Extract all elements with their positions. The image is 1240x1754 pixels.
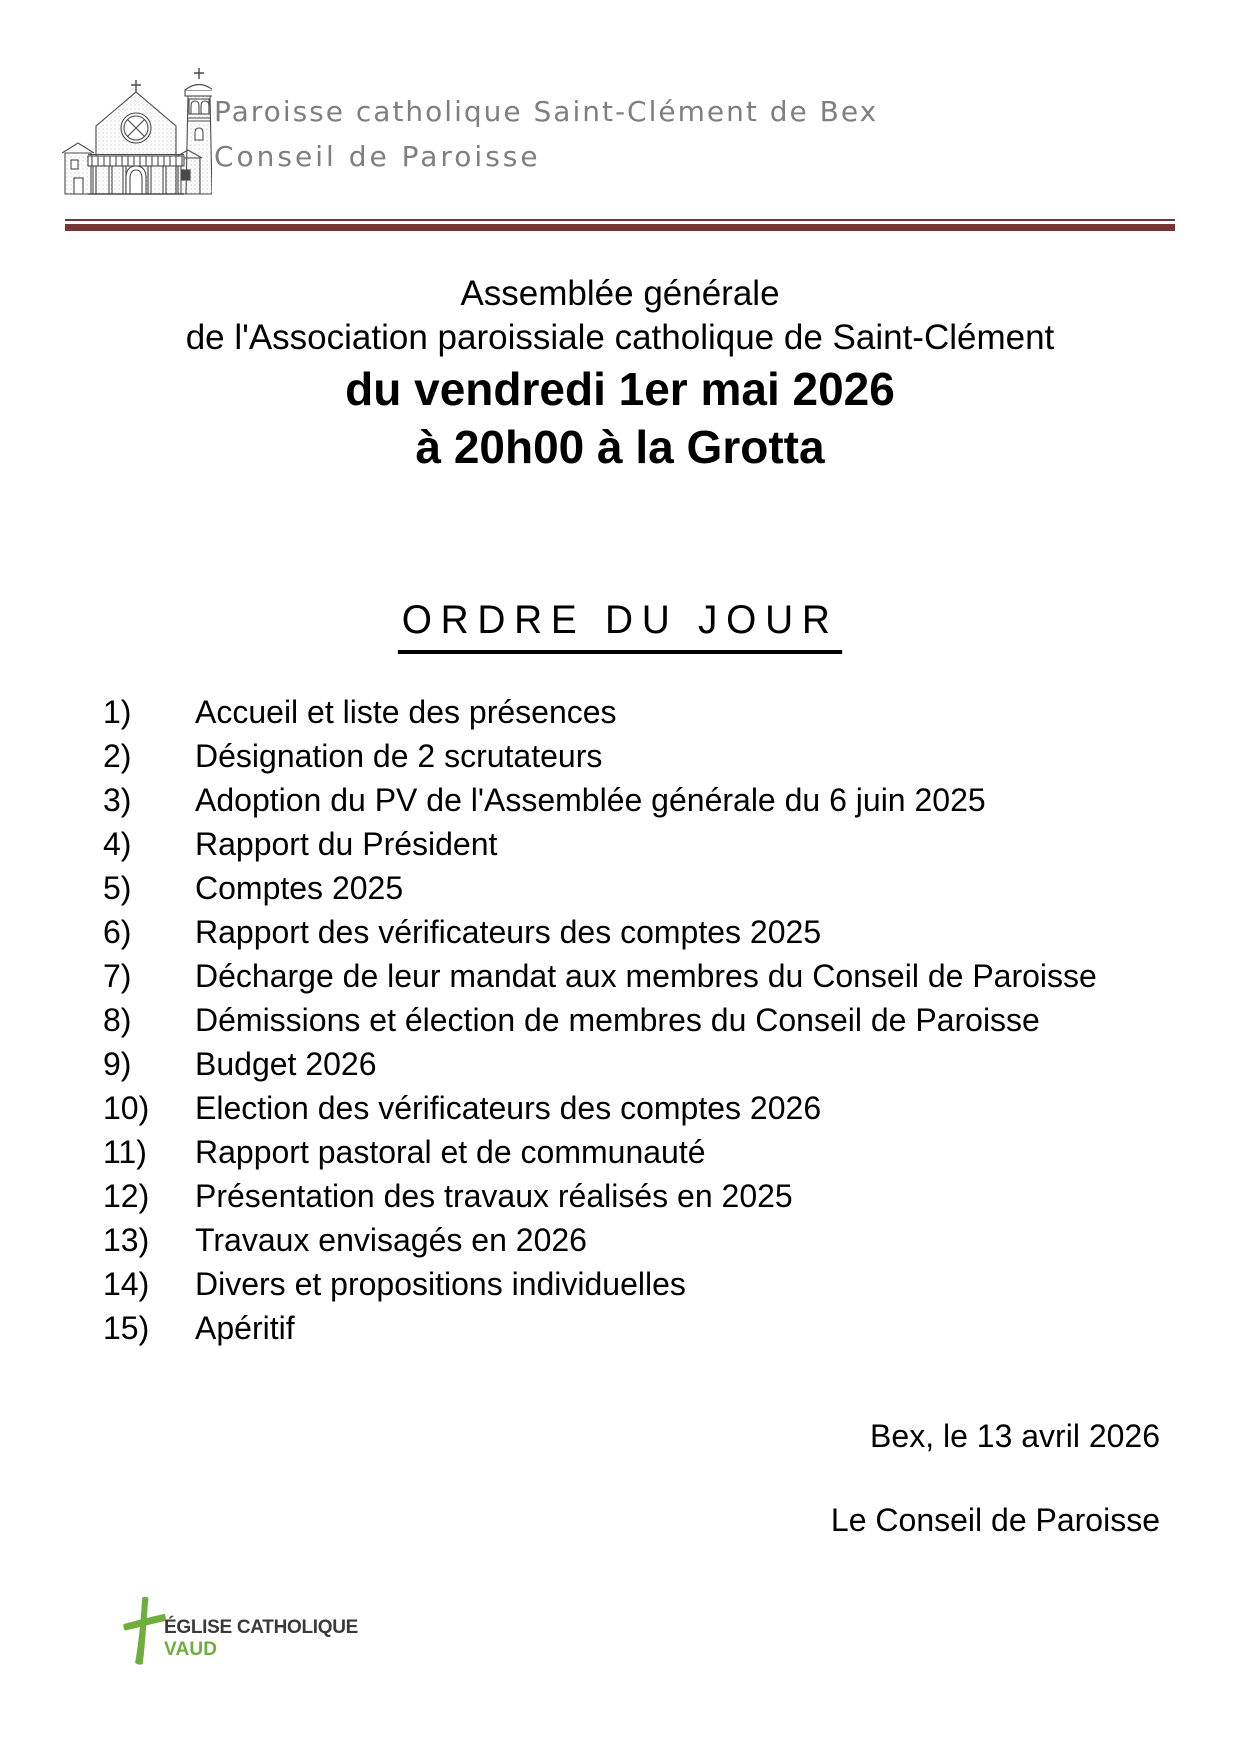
agenda-item: [103, 690, 1183, 734]
agenda-item: [103, 1218, 1183, 1262]
agenda-item-number: 4): [103, 826, 132, 862]
agenda-item-text: Apéritif: [195, 1310, 295, 1346]
agenda-item-number: 10): [103, 1090, 150, 1126]
title-block: [0, 272, 1240, 476]
agenda-item: [103, 1042, 1183, 1086]
agenda-item-number: 5): [103, 870, 132, 906]
agenda-item-number: 13): [103, 1222, 150, 1258]
agenda-item-number: 8): [103, 1002, 132, 1038]
title-time-place-line: à 20h00 à la Grotta: [415, 421, 825, 473]
ecv-logo-line2: VAUD: [164, 1639, 218, 1660]
organization-name-block: [214, 95, 879, 173]
agenda-item: [103, 954, 1183, 998]
agenda-item-text: Adoption du PV de l'Assemblée générale du 6 juin 2025: [195, 782, 986, 818]
church-sketch-icon: [62, 56, 212, 201]
ecv-logo: [120, 1592, 358, 1672]
agenda-item: [103, 734, 1183, 778]
divider-rule: [65, 219, 1175, 231]
agenda-item-number: 9): [103, 1046, 132, 1082]
agenda-item-number: 11): [103, 1134, 147, 1170]
agenda-item: [103, 1306, 1183, 1350]
agenda-item-text: Travaux envisagés en 2026: [195, 1222, 587, 1258]
signature: Le Conseil de Paroisse: [830, 1502, 1160, 1538]
agenda-item: [103, 910, 1183, 954]
ecv-logo-text: [164, 1592, 358, 1659]
agenda-item: [103, 1174, 1183, 1218]
agenda-item-text: Rapport pastoral et de communauté: [195, 1134, 706, 1170]
agenda-item-text: Désignation de 2 scrutateurs: [195, 738, 603, 774]
agenda-item-text: Rapport des vérificateurs des comptes 2025: [195, 914, 822, 950]
agenda-item-text: Rapport du Président: [195, 826, 498, 862]
agenda-item: [103, 866, 1183, 910]
agenda-item: [103, 822, 1183, 866]
agenda-item-text: Election des vérificateurs des comptes 2026: [195, 1090, 822, 1126]
title-date-line: du vendredi 1er mai 2026: [345, 363, 895, 415]
agenda-list: [103, 690, 1183, 1350]
green-brush-cross-icon: [120, 1592, 168, 1672]
place-date: Bex, le 13 avril 2026: [870, 1418, 1160, 1454]
organization-subtitle: Conseil de Paroisse: [214, 140, 541, 173]
agenda-item: [103, 1086, 1183, 1130]
agenda-item-number: 7): [103, 958, 132, 994]
agenda-item-text: Démissions et élection de membres du Conseil de Paroisse: [195, 1002, 1040, 1038]
agenda-item-number: 15): [103, 1310, 150, 1346]
agenda-heading-text: ORDRE DU JOUR: [398, 598, 843, 654]
organization-name: Paroisse catholique Saint-Clément de Bex: [214, 95, 879, 128]
ecv-logo-line1: ÉGLISE CATHOLIQUE: [164, 1617, 359, 1638]
agenda-item-number: 2): [103, 738, 132, 774]
agenda-item-number: 3): [103, 782, 132, 818]
agenda-item-text: Décharge de leur mandat aux membres du Conseil de Paroisse: [195, 958, 1097, 994]
agenda-item: [103, 998, 1183, 1042]
agenda-item-number: 6): [103, 914, 132, 950]
agenda-item: [103, 1130, 1183, 1174]
agenda-item-text: Accueil et liste des présences: [195, 694, 617, 730]
agenda-item-number: 12): [103, 1178, 150, 1214]
agenda-item: [103, 778, 1183, 822]
agenda-item-text: Budget 2026: [195, 1046, 377, 1082]
agenda-item-text: Divers et propositions individuelles: [195, 1266, 686, 1302]
title-line-2: de l'Association paroissiale catholique de Saint-Clément: [185, 318, 1055, 357]
agenda-item-text: Comptes 2025: [195, 870, 404, 906]
agenda-item-number: 14): [103, 1266, 150, 1302]
agenda-item-text: Présentation des travaux réalisés en 2025: [195, 1178, 793, 1214]
title-line-1: Assemblée générale: [460, 274, 780, 313]
agenda-heading: [0, 598, 1240, 654]
agenda-item: [103, 1262, 1183, 1306]
agenda-item-number: 1): [103, 694, 132, 730]
